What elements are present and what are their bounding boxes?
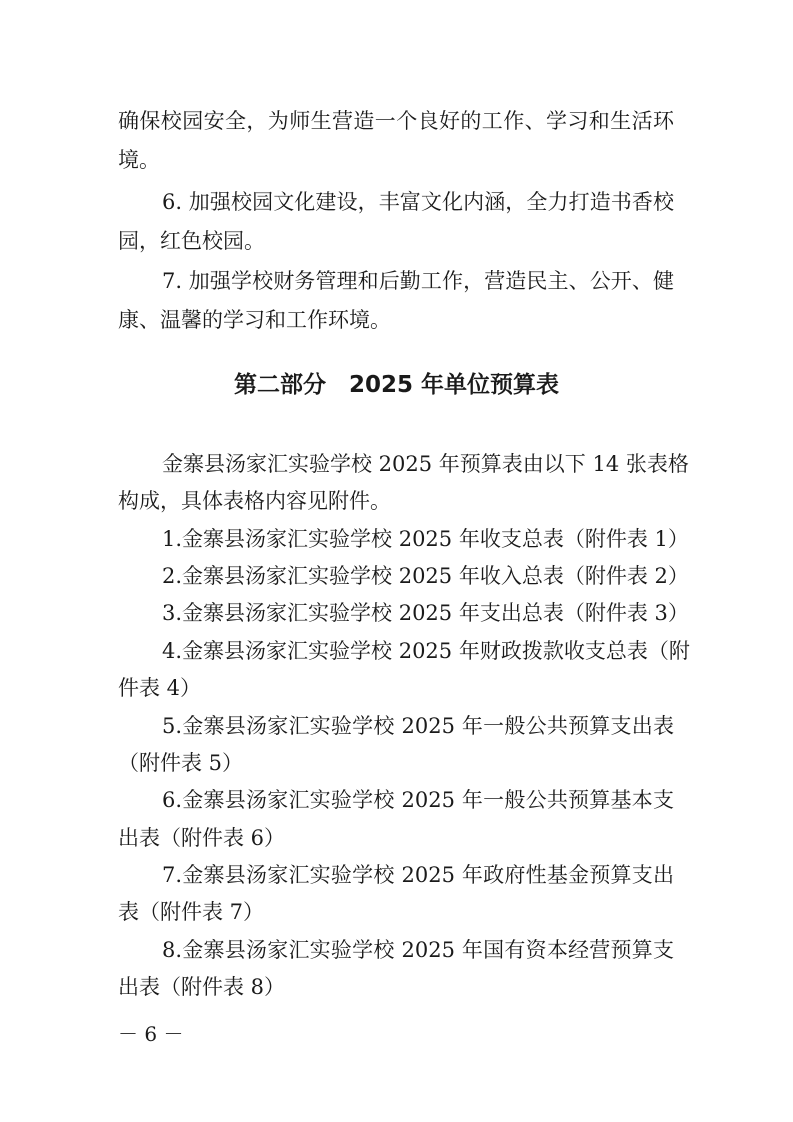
- text-line: （附件表 5）: [118, 751, 244, 775]
- text-line: 康、温馨的学习和工作环境。: [118, 308, 391, 332]
- text-line: 表（附件表 7）: [118, 900, 265, 924]
- text-line: 7.金寨县汤家汇实验学校 2025 年政府性基金预算支出: [162, 863, 674, 887]
- text-line: 6.金寨县汤家汇实验学校 2025 年一般公共预算基本支: [162, 788, 674, 812]
- text-line: 4.金寨县汤家汇实验学校 2025 年财政拨款收支总表（附: [162, 639, 690, 663]
- text-line: 确保校园安全，为师生营造一个良好的工作、学习和生活环: [118, 109, 674, 133]
- text-line: 8.金寨县汤家汇实验学校 2025 年国有资本经营预算支: [162, 938, 674, 962]
- text-line: 园，红色校园。: [118, 229, 265, 253]
- text-line: 出表（附件表 8）: [118, 975, 286, 999]
- text-line: 1.金寨县汤家汇实验学校 2025 年收支总表（附件表 1）: [162, 527, 689, 551]
- section-heading: 第二部分 2025 年单位预算表: [233, 372, 560, 398]
- text-line: 5.金寨县汤家汇实验学校 2025 年一般公共预算支出表: [162, 714, 674, 738]
- text-line: 6. 加强校园文化建设，丰富文化内涵，全力打造书香校: [162, 190, 674, 214]
- text-line: 7. 加强学校财务管理和后勤工作，营造民主、公开、健: [162, 269, 674, 293]
- text-line: 构成，具体表格内容见附件。: [118, 489, 391, 513]
- text-line: 金寨县汤家汇实验学校 2025 年预算表由以下 14 张表格: [162, 452, 689, 476]
- text-line: 2.金寨县汤家汇实验学校 2025 年收入总表（附件表 2）: [162, 564, 689, 588]
- page-number: － 6 －: [118, 1022, 184, 1046]
- text-line: 境。: [118, 148, 160, 172]
- text-line: 出表（附件表 6）: [118, 826, 286, 850]
- text-line: 3.金寨县汤家汇实验学校 2025 年支出总表（附件表 3）: [162, 601, 689, 625]
- text-line: 件表 4）: [118, 676, 202, 700]
